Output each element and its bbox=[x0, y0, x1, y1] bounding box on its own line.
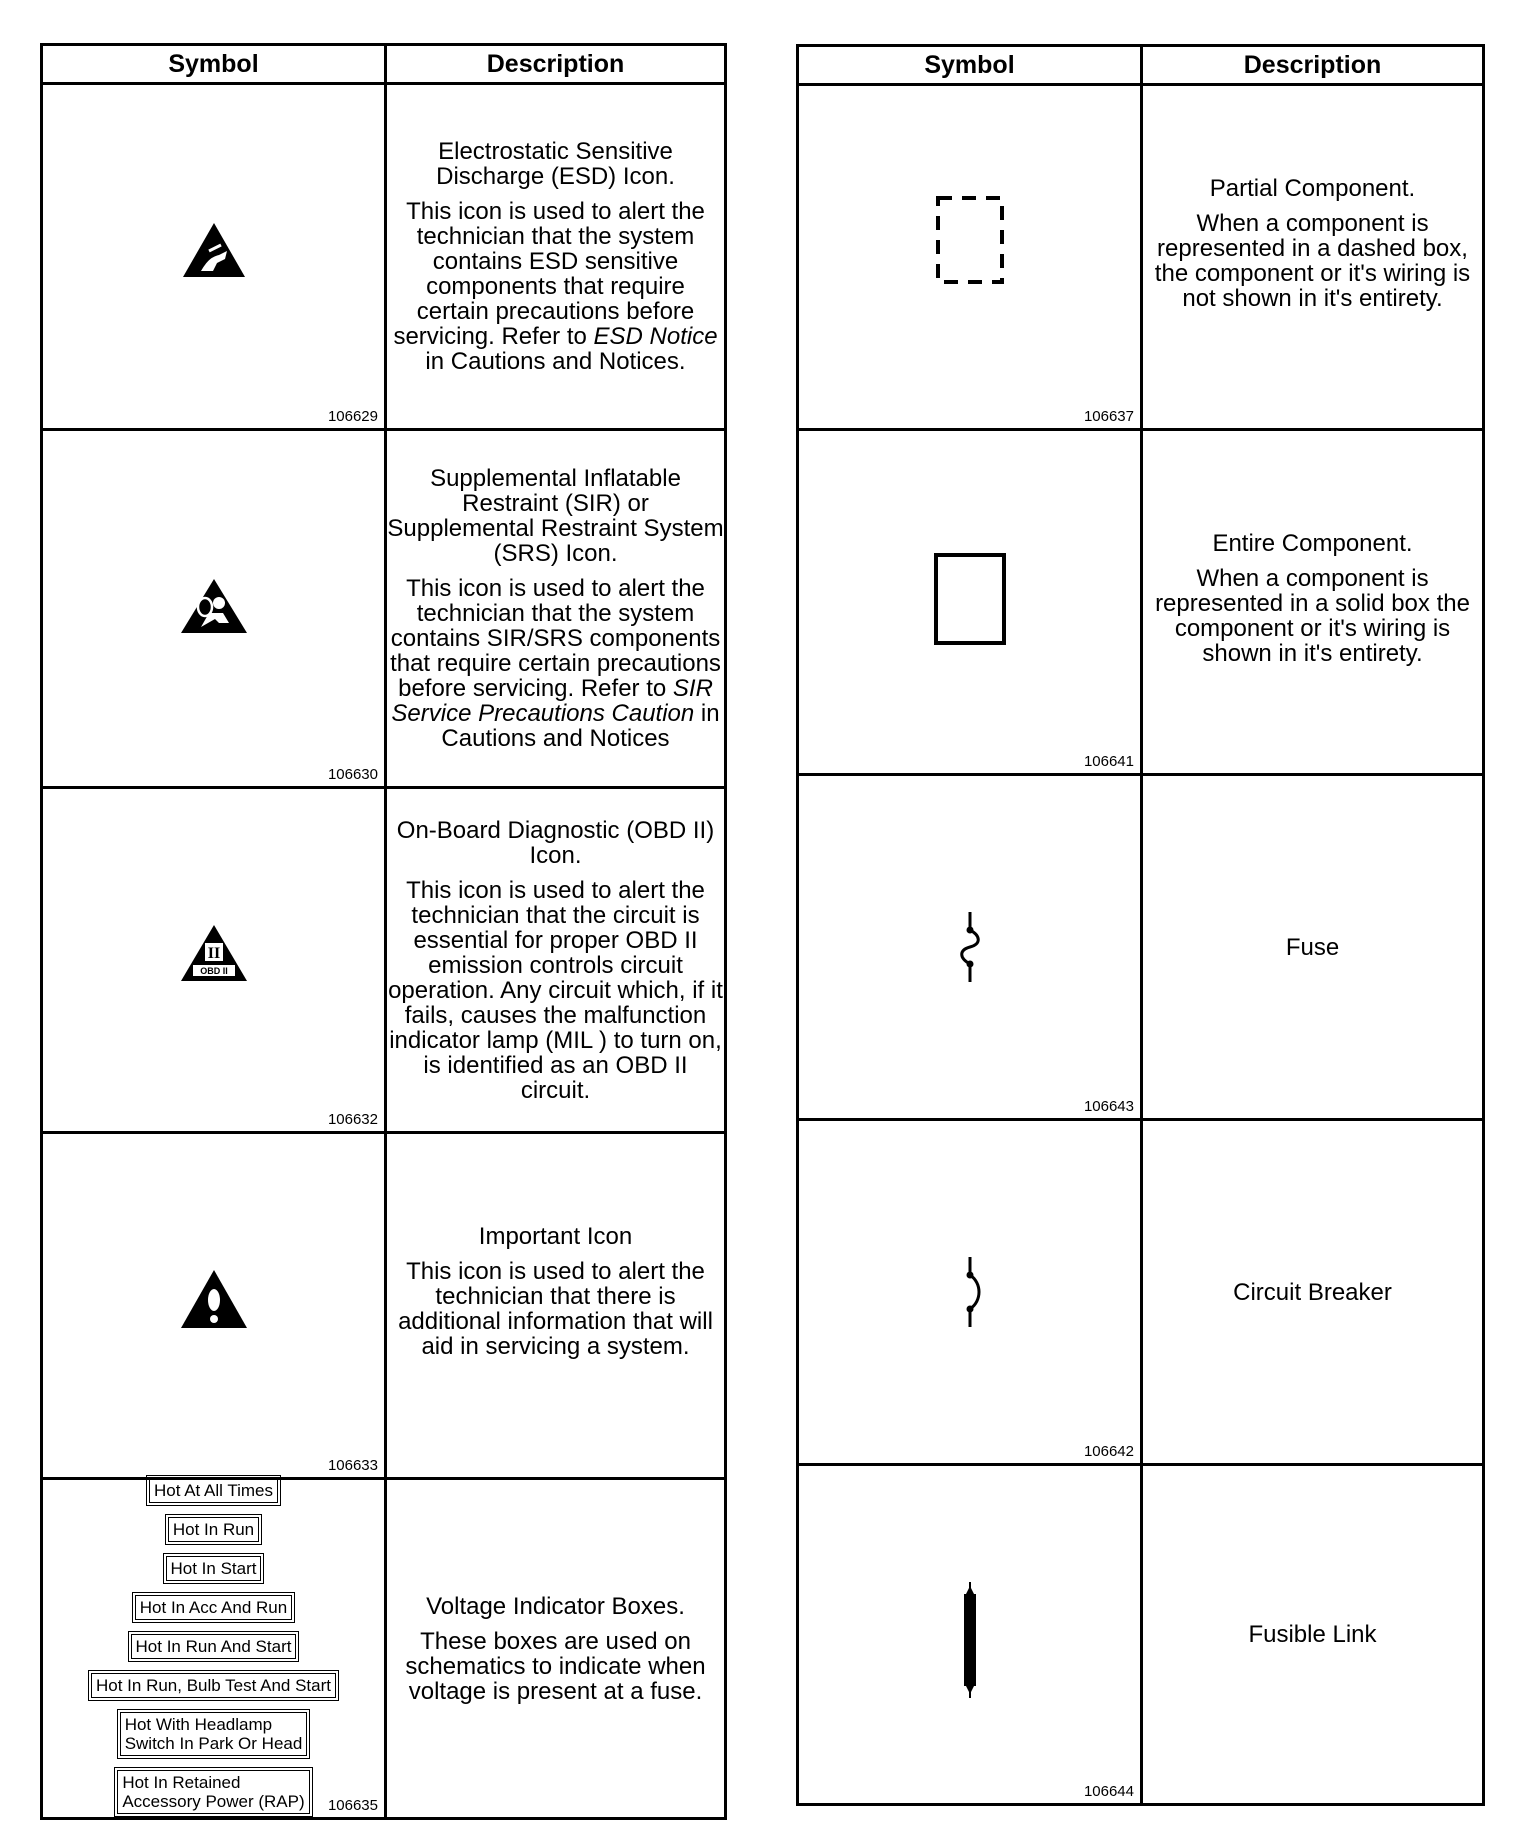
description-cell bbox=[386, 430, 726, 788]
right-symbol-table bbox=[796, 44, 1485, 1806]
symbol-cell bbox=[798, 85, 1142, 430]
voltage-box: Hot In Run bbox=[165, 1514, 262, 1545]
solid-box-icon bbox=[932, 551, 1008, 647]
description-body: These boxes are used on schematics to indicate when voltage is present at a fuse. bbox=[405, 1627, 706, 1705]
figure-number: 106630 bbox=[327, 766, 378, 783]
description-body: This icon is used to alert the technician that there is additional information that will aid in servicing a system. bbox=[398, 1258, 713, 1360]
description-title: Voltage Indicator Boxes. bbox=[426, 1592, 685, 1620]
description-cell bbox=[1142, 430, 1484, 775]
description-header: Description bbox=[386, 45, 726, 84]
symbol-cell bbox=[42, 788, 386, 1133]
fuse-icon bbox=[955, 910, 985, 984]
description-title: Electrostatic Sensitive Discharge (ESD) Icon. bbox=[436, 138, 675, 190]
description-cell bbox=[1142, 1120, 1484, 1465]
svg-text:II: II bbox=[207, 945, 220, 962]
figure-number: 106635 bbox=[327, 1797, 378, 1814]
description-header: Description bbox=[1142, 46, 1484, 85]
fusible-link-icon bbox=[958, 1582, 982, 1698]
voltage-box: Hot In Run, Bulb Test And Start bbox=[88, 1670, 339, 1701]
description-cell bbox=[1142, 85, 1484, 430]
description-title: On-Board Diagnostic (OBD II) Icon. bbox=[396, 816, 715, 869]
voltage-box: Hot At All Times bbox=[146, 1475, 281, 1506]
description-body: This icon is used to alert the technician that the system contains ESD sensitive components that require certain precautions before servicing. Refer to ESD Notice in Cautions and Notices. bbox=[393, 198, 718, 375]
svg-text:OBD II: OBD II bbox=[199, 966, 228, 976]
description-title: Important Icon bbox=[478, 1223, 633, 1250]
figure-number: 106637 bbox=[1083, 408, 1134, 425]
symbol-cell bbox=[42, 1133, 386, 1479]
symbol-header: Symbol bbox=[42, 45, 386, 84]
symbol-cell bbox=[42, 84, 386, 430]
figure-number: 106643 bbox=[1083, 1098, 1134, 1115]
dashed-box-icon bbox=[932, 192, 1008, 288]
voltage-box: Hot In Start bbox=[163, 1553, 265, 1584]
symbol-cell bbox=[42, 1479, 386, 1819]
voltage-box: Hot In Retained Accessory Power (RAP) bbox=[114, 1767, 312, 1817]
description-cell bbox=[386, 1479, 726, 1819]
voltage-indicator-boxes bbox=[88, 1475, 339, 1817]
voltage-box: Hot In Run And Start bbox=[128, 1631, 300, 1662]
description-body: When a component is represented in a dashed box, the component or it's wiring is not shown in it's entirety. bbox=[1154, 210, 1471, 312]
description-title: Entire Component. bbox=[1212, 530, 1413, 557]
voltage-box: Hot In Acc And Run bbox=[132, 1592, 295, 1623]
circuit-breaker-icon bbox=[955, 1255, 985, 1329]
figure-number: 106632 bbox=[327, 1111, 378, 1128]
description-cell bbox=[1142, 1465, 1484, 1805]
voltage-box: Hot With Headlamp Switch In Park Or Head bbox=[117, 1709, 311, 1759]
esd-triangle-icon bbox=[181, 221, 247, 279]
figure-number: 106642 bbox=[1083, 1443, 1134, 1460]
obd-ii-triangle-icon bbox=[179, 923, 249, 983]
symbol-header: Symbol bbox=[798, 46, 1142, 85]
symbol-cell bbox=[798, 775, 1142, 1120]
description-body: This icon is used to alert the technician that the circuit is essential for proper OBD II emission controls circuit operation. Any circuit which, if it fails, causes the malfunction indicator lamp (MIL ) to turn on, is identified as an OBD II circuit. bbox=[388, 876, 723, 1104]
description-body: This icon is used to alert the technician that the system contains SIR/SRS components that require certain precautions before servicing. Refer to SIR Service Precautions Caution in Cautions and Notices bbox=[390, 575, 721, 752]
symbol-cell bbox=[798, 430, 1142, 775]
symbol-cell bbox=[798, 1465, 1142, 1805]
description-title: Supplemental Inflatable Restraint (SIR) or Supplemental Restraint System (SRS) Icon. bbox=[387, 465, 724, 567]
description-title: Fusible Link bbox=[1248, 1621, 1377, 1648]
description-title: Fuse bbox=[1285, 933, 1340, 961]
sir-airbag-triangle-icon bbox=[179, 577, 249, 635]
description-title: Circuit Breaker bbox=[1233, 1278, 1392, 1306]
description-cell bbox=[1142, 775, 1484, 1120]
symbol-cell bbox=[798, 1120, 1142, 1465]
symbol-cell bbox=[42, 430, 386, 788]
figure-number: 106644 bbox=[1083, 1783, 1134, 1800]
description-cell bbox=[386, 788, 726, 1133]
description-cell bbox=[386, 84, 726, 430]
figure-number: 106629 bbox=[327, 408, 378, 425]
figure-number: 106633 bbox=[327, 1457, 378, 1474]
description-title: Partial Component. bbox=[1209, 175, 1416, 202]
description-body: When a component is represented in a solid box the component or it's wiring is shown in it's entirety. bbox=[1155, 565, 1470, 667]
left-symbol-table bbox=[40, 43, 727, 1820]
important-triangle-icon bbox=[179, 1268, 249, 1330]
description-cell bbox=[386, 1133, 726, 1479]
figure-number: 106641 bbox=[1083, 753, 1134, 770]
